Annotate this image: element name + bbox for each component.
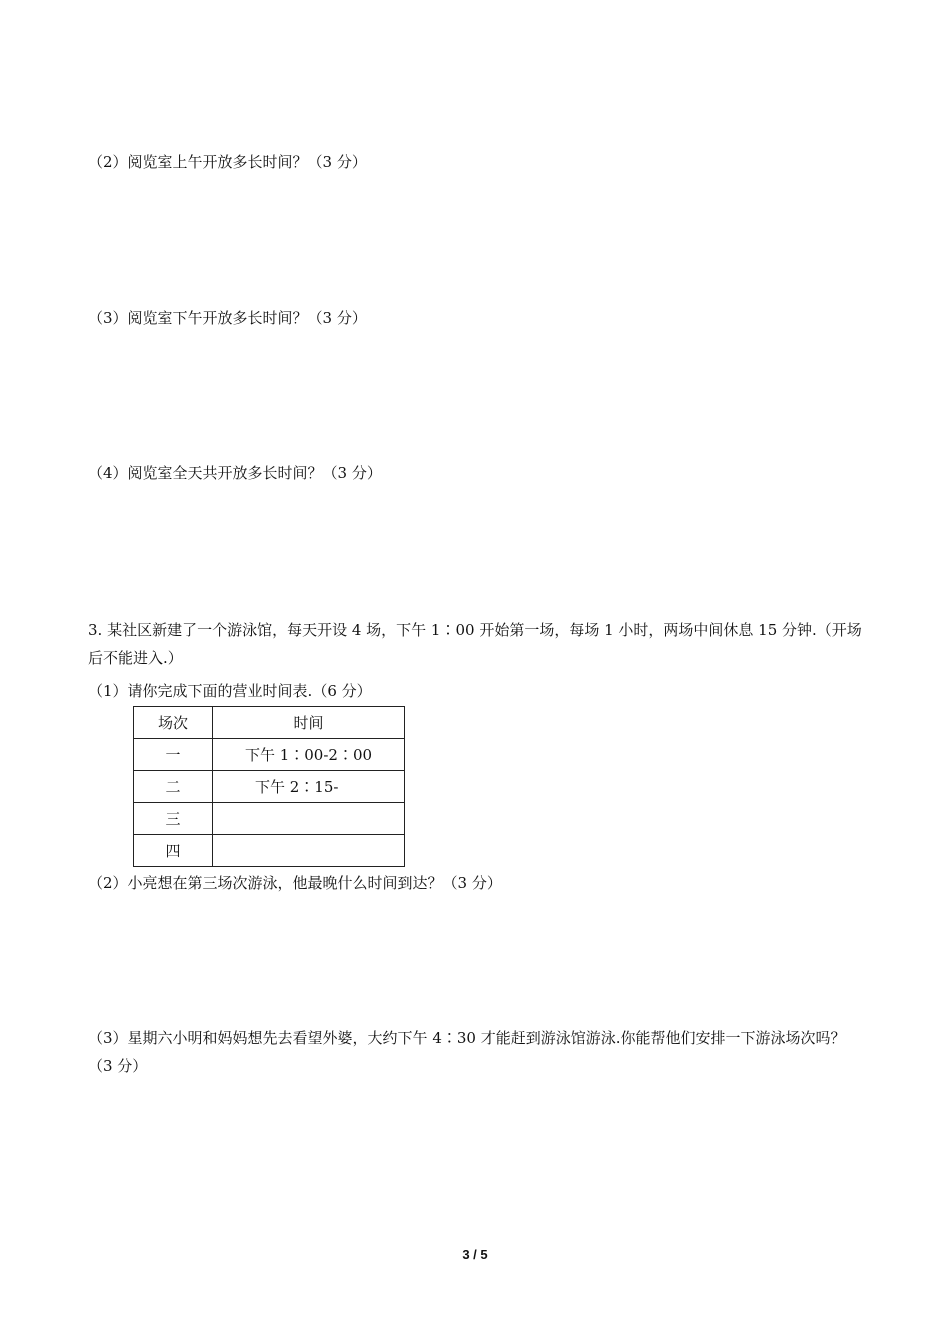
session-cell: 二 bbox=[134, 771, 213, 803]
column-header-time: 时间 bbox=[213, 707, 405, 739]
question-2-2: （2）阅览室上午开放多长时间？（3 分） bbox=[88, 153, 367, 171]
table-row bbox=[134, 739, 405, 771]
session-cell: 一 bbox=[134, 739, 213, 771]
table-row bbox=[134, 835, 405, 867]
time-cell[interactable] bbox=[213, 835, 405, 867]
question-3-2: （2）小亮想在第三场次游泳，他最晚什么时间到达？（3 分） bbox=[88, 874, 502, 892]
schedule-table bbox=[133, 706, 405, 867]
table-header-row bbox=[134, 707, 405, 739]
question-3-3: （3）星期六小明和妈妈想先去看望外婆，大约下午 4∶30 才能赶到游泳馆游泳.你能帮他们安排一下游泳场次吗？（3 分） bbox=[88, 1029, 846, 1075]
question-3-1: （1）请你完成下面的营业时间表.（6 分） bbox=[88, 682, 372, 700]
time-cell: 下午 1∶00-2∶00 bbox=[213, 739, 405, 771]
table-row bbox=[134, 803, 405, 835]
time-cell[interactable]: 下午 2∶15- bbox=[213, 771, 405, 803]
page-number: 3 / 5 bbox=[462, 1247, 488, 1262]
question-2-4: （4）阅览室全天共开放多长时间？（3 分） bbox=[88, 464, 382, 482]
session-cell: 四 bbox=[134, 835, 213, 867]
question-2-3: （3）阅览室下午开放多长时间？（3 分） bbox=[88, 309, 367, 327]
table-row bbox=[134, 771, 405, 803]
question-3-intro: 3. 某社区新建了一个游泳馆，每天开设 4 场，下午 1∶00 开始第一场，每场 1 小时，两场中间休息 15 分钟.（开场后不能进入.） bbox=[88, 621, 862, 667]
column-header-session: 场次 bbox=[134, 707, 213, 739]
session-cell: 三 bbox=[134, 803, 213, 835]
time-cell[interactable] bbox=[213, 803, 405, 835]
